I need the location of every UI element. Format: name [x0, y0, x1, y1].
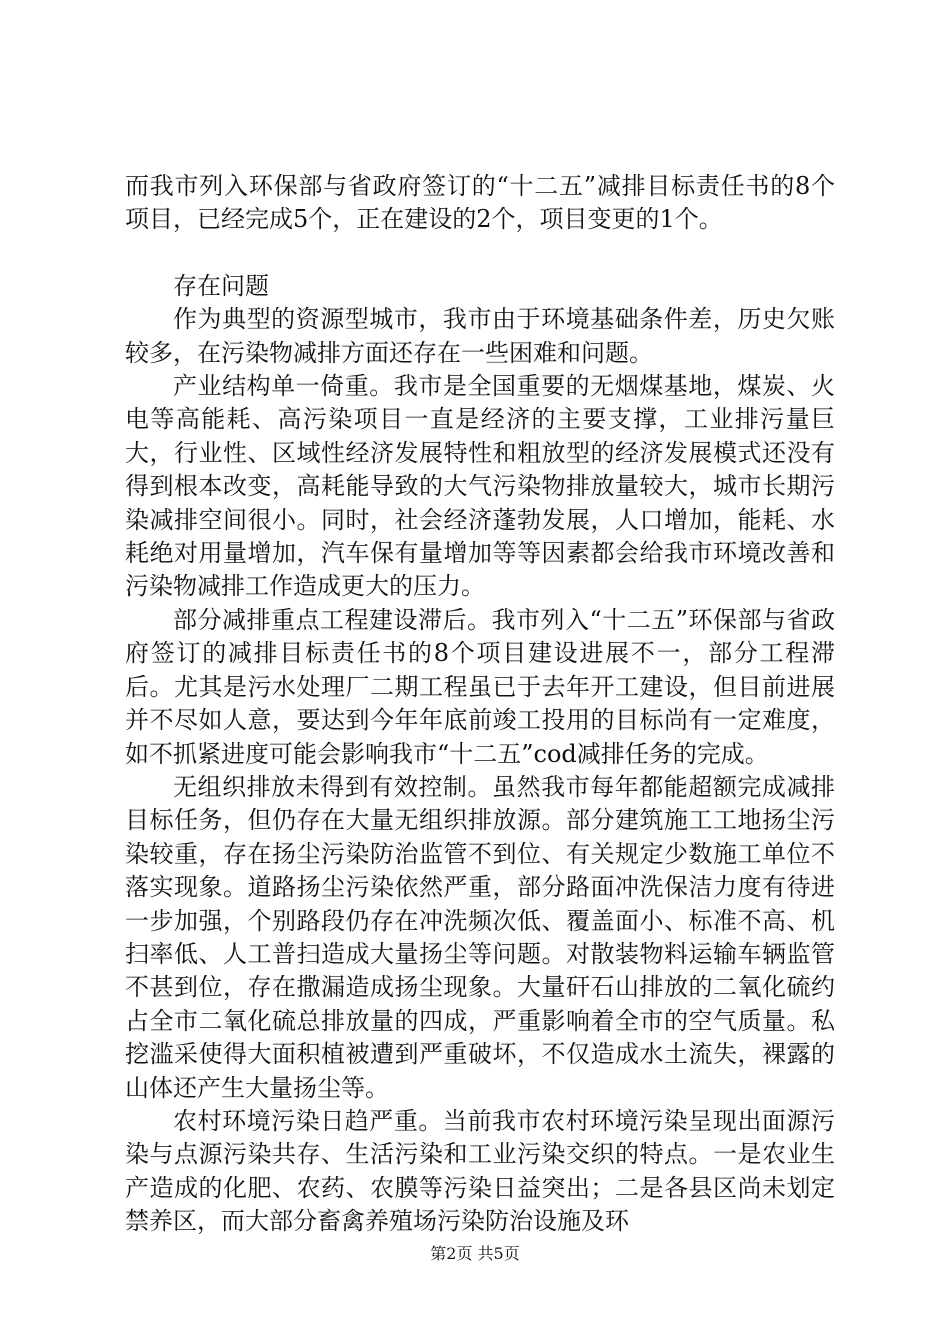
paragraph-rural-pollution: 农村环境污染日趋严重。当前我市农村环境污染呈现出面源污染与点源污染共存、生活污染和工业污染交织的特点。一是农业生产造成的化肥、农药、农膜等污染日益突出；二是各县区尚未划定禁养区，而大部分畜禽养殖场污染防治设施及环: [125, 1106, 835, 1236]
body-text: [125, 170, 835, 1239]
paragraph-unorganized-emission: 无组织排放未得到有效控制。虽然我市每年都能超额完成减排目标任务，但仍存在大量无组织排放源。部分建筑施工工地扬尘污染较重，存在扬尘污染防治监管不到位、有关规定少数施工单位不落实现象。道路扬尘污染依然严重，部分路面冲洗保洁力度有待进一步加强，个别路段仍存在冲洗频次低、覆盖面小、标准不高、机扫率低、人工普扫造成大量扬尘等问题。对散装物料运输车辆监管不甚到位，存在撒漏造成扬尘现象。大量矸石山排放的二氧化硫约占全市二氧化硫总排放量的四成，严重影响着全市的空气质量。私挖滥采使得大面积植被遭到严重破坏，不仅造成水土流失，裸露的山体还产生大量扬尘等。: [125, 772, 835, 1102]
paragraph-key-projects: 部分减排重点工程建设滞后。我市列入“十二五”环保部与省政府签订的减排目标责任书的8个项目建设进展不一，部分工程滞后。尤其是污水处理厂二期工程虽已于去年开工建设，但目前进展并不尽如人意，要达到今年年底前竣工投用的目标尚有一定难度，如不抓紧进度可能会影响我市“十二五”cod减排任务的完成。: [125, 605, 835, 768]
paragraph-industry-structure: 产业结构单一倚重。我市是全国重要的无烟煤基地，煤炭、火电等高能耗、高污染项目一直是经济的主要支撑，工业排污量巨大，行业性、区域性经济发展特性和粗放型的经济发展模式还没有得到根本改变，高耗能导致的大气污染物排放量较大，城市长期污染减排空间很小。同时，社会经济蓬勃发展，人口增加，能耗、水耗绝对用量增加，汽车保有量增加等等因素都会给我市环境改善和污染物减排工作造成更大的压力。: [125, 372, 835, 601]
section-heading: 存在问题: [173, 271, 269, 300]
paragraph-intro: 作为典型的资源型城市，我市由于环境基础条件差，历史欠账较多，在污染物减排方面还存在一些困难和问题。: [125, 305, 835, 367]
paragraph-continuation: 而我市列入环保部与省政府签订的“十二五”减排目标责任书的8个项目，已经完成5个，正在建设的2个，项目变更的1个。: [125, 172, 835, 234]
page-footer: 第2页 共5页: [430, 1244, 520, 1263]
